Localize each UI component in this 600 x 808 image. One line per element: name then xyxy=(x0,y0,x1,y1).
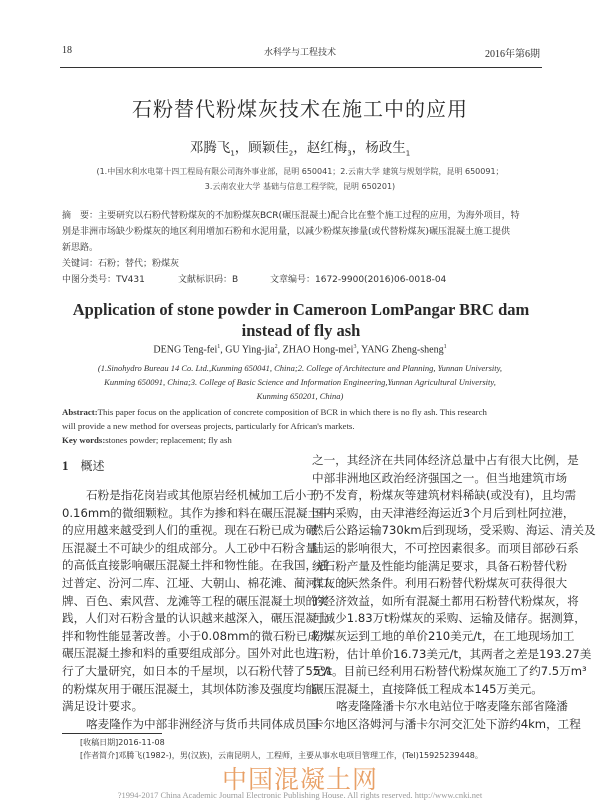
body-line: 陆运的影响很大，不可控因素很多。而项目部砂石系 xyxy=(312,541,579,555)
author: 赵红梅 xyxy=(306,140,348,156)
cn-authors: 邓腾飞$_1$，顾颖佳$_2$，赵红梅$_3$，杨政生$_1$ xyxy=(189,140,411,158)
body-line: 碾压混凝土掺和料的重要组成部分。国外对此也进 xyxy=(62,646,318,661)
en-affiliation: Kunming 650091, China;3. College of Basic Science and Information Engineering,Yunnan Agricultural University, xyxy=(104,377,496,387)
aff-mark: 3 xyxy=(347,149,352,158)
body-line: 仍不发育，粉煤灰等建筑材料稀缺(或没有)，且均需 xyxy=(312,488,577,503)
journal-name: 水科学与工程技术 xyxy=(263,48,336,58)
cn-keywords: 关键词：石粉；替代；粉煤灰 xyxy=(62,259,180,269)
doc-code: 文献标识码：B xyxy=(178,275,239,285)
class-number: 中图分类号：TV431 xyxy=(62,275,145,285)
page-number: 18 xyxy=(62,45,72,56)
article-number: 文章编号：1672-9900(2016)06-0018-04 xyxy=(270,275,447,285)
keywords-label: Key words: xyxy=(62,435,106,445)
body-line: 0.16mm的微细颗粒。其作为掺和料在碾压混凝土中 xyxy=(62,505,331,520)
body-line: 的应用越来越受到人们的重视。现在石粉已成为碾 xyxy=(62,523,318,538)
body-line: 粉煤灰运到工地的单价210美元/t，在工地现场加工 xyxy=(312,629,575,643)
body-line: 可减少1.83万t粉煤灰的采购、运输及储存。据测算， xyxy=(312,611,586,626)
aff-mark: 1 xyxy=(405,149,411,158)
aff-mark: 1 xyxy=(443,344,447,350)
body-line: 过普定、汾河二库、江垭、大朝山、棉花滩、蔺河口、沙 xyxy=(62,576,352,590)
body-line: 元/t。目前已经利用石粉替代粉煤灰施工了约7.5万m³ xyxy=(312,664,587,679)
body-line: 的高低直接影响碾压混凝土拌和物性能。在我国，通 xyxy=(62,558,329,573)
aff-mark: 2 xyxy=(274,344,278,350)
author: 杨政生 xyxy=(365,140,406,156)
page-title: 石粉替代粉煤灰技术在施工中的应用 xyxy=(132,97,468,121)
author: GU Ying-jia xyxy=(225,344,275,356)
body-line: 卡尔地区洛姆河与潘卡尔河交汇处下游约4km，工程 xyxy=(312,717,581,731)
author: YANG Zheng-sheng xyxy=(361,344,444,356)
cn-abstract: 摘 要：主要研究以石粉代替粉煤灰的不加粉煤灰BCR(碾压混凝土)配合比在整个施工过程的应用，为海外项目，特 xyxy=(62,211,520,221)
en-affiliation: Kunming 650201, China) xyxy=(256,391,344,401)
body-line: 喀麦隆隆潘卡尔水电站位于喀麦隆东部省隆潘 xyxy=(336,699,568,714)
en-authors: DENG Teng-fei$^1$, GU Ying-jia$^2$, ZHAO Hong-mei$^3$, YANG Zheng-sheng$^1$ xyxy=(153,344,447,356)
abstract-text: This paper focus on the application of concrete composition of BCR in which there is no fly ash. This research xyxy=(97,407,487,417)
keywords-text: stones powder; replacement; fly ash xyxy=(105,435,232,445)
author: 邓腾飞 xyxy=(189,140,231,156)
copyright-line: ?1994-2017 China Academic Journal Electronic Publishing House. All rights reserved. http://www.cnki.net xyxy=(117,790,483,800)
body-line: 践，人们对石粉含量的认识越来越深入，碾压混凝土 xyxy=(62,611,329,626)
body-line: 中部非洲地区政治经济强国之一。但当地建筑市场 xyxy=(312,470,568,485)
author: 顾颖佳 xyxy=(248,140,289,156)
aff-mark: 3 xyxy=(353,344,357,350)
aff-mark: 1 xyxy=(230,149,235,158)
footnote-rule xyxy=(62,733,162,734)
section-title: 概述 xyxy=(80,459,105,473)
en-affiliation: (1.Sinohydro Bureau 14 Co. Ltd.,Kunming 650041, China;2. College of Architecture and Planning, Yunnan University, xyxy=(97,363,503,373)
body-line: 石粉是指花岗岩或其他原岩经机械加工后小于 xyxy=(86,488,318,502)
en-abstract xyxy=(62,407,542,417)
body-line: 碾压混凝土，直接降低工程成本145万美元。 xyxy=(312,681,543,696)
body-line: 的经济效益，如所有混凝土都用石粉替代粉煤灰，将 xyxy=(312,593,579,608)
author-bio: [作者简介]邓腾飞(1982-)，男(汉族)，云南昆明人，工程师，主要从事水电项目管理工作，(Tel)15925239448。 xyxy=(80,751,483,760)
cn-affiliation: (1.中国水利水电第十四工程局有限公司海外事业部，昆明 650041；2.云南大学 建筑与规划学院，昆明 650091； xyxy=(96,167,504,176)
en-keywords xyxy=(62,435,542,445)
body-line: 国内采购，由天津港经海运近3个月后到杜阿拉港， xyxy=(312,505,575,520)
aff-mark: 2 xyxy=(288,149,294,158)
watermark-logo: 中国混凝土网 xyxy=(221,765,378,794)
cn-affiliation: 3.云南农业大学 基础与信息工程学院，昆明 650201) xyxy=(204,182,396,191)
body-line: 拌和物性能显著改善。小于0.08mm的微石粉已成为 xyxy=(62,628,331,643)
body-line: 牌、百色、索风营、龙滩等工程的碾压混凝土坝的实 xyxy=(62,593,329,608)
body-line: 行了大量研究，如日本的千屋坝，以石粉代替了55% xyxy=(62,664,332,678)
issue-label: 2016年第6期 xyxy=(485,49,540,60)
header-rule xyxy=(60,67,542,68)
body-line: 的粉煤灰用于碾压混凝土，其坝体防渗及强度均能 xyxy=(62,681,318,696)
section-heading xyxy=(62,457,105,474)
section-number: 1 xyxy=(62,458,69,473)
body-line: 喀麦隆作为中部非洲经济与货币共同体成员国 xyxy=(86,716,318,731)
cn-abstract: 新思路。 xyxy=(62,243,99,253)
body-line: 统石粉产量及性能均能满足要求，具备石粉替代粉 xyxy=(312,558,568,573)
english-title: Application of stone powder in Cameroon LomPangar BRC dam instead of fly ash xyxy=(72,300,530,340)
body-line: 石粉，估计单价16.73美元/t，其两者之差是193.27美 xyxy=(312,646,592,661)
body-line: 煤灰的天然条件。利用石粉替代粉煤灰可获得很大 xyxy=(312,576,568,591)
body-line: 压混凝土不可缺少的组成部分。人工砂中石粉含量 xyxy=(62,540,318,555)
cn-abstract: 别是非洲市场缺少粉煤灰的地区利用增加石粉和水泥用量，以减少粉煤灰掺量(或代替粉煤灰)碾压混凝土施工提供 xyxy=(62,227,511,237)
aff-mark: 1 xyxy=(217,344,221,350)
en-abstract: will provide a new method for overseas projects, particularly for African's markets. xyxy=(62,421,355,431)
abstract-label: Abstract: xyxy=(62,407,98,417)
body-line: 然后公路运输730km后到现场，受采购、海运、清关及 xyxy=(312,523,596,538)
received-date: [收稿日期]2016-11-08 xyxy=(80,738,165,747)
author: DENG Teng-fei xyxy=(153,344,218,356)
body-line: 之一，其经济在共同体经济总量中占有很大比例，是 xyxy=(312,453,579,467)
body-line: 满足设计要求。 xyxy=(62,699,144,714)
author: ZHAO Hong-mei xyxy=(282,344,354,356)
